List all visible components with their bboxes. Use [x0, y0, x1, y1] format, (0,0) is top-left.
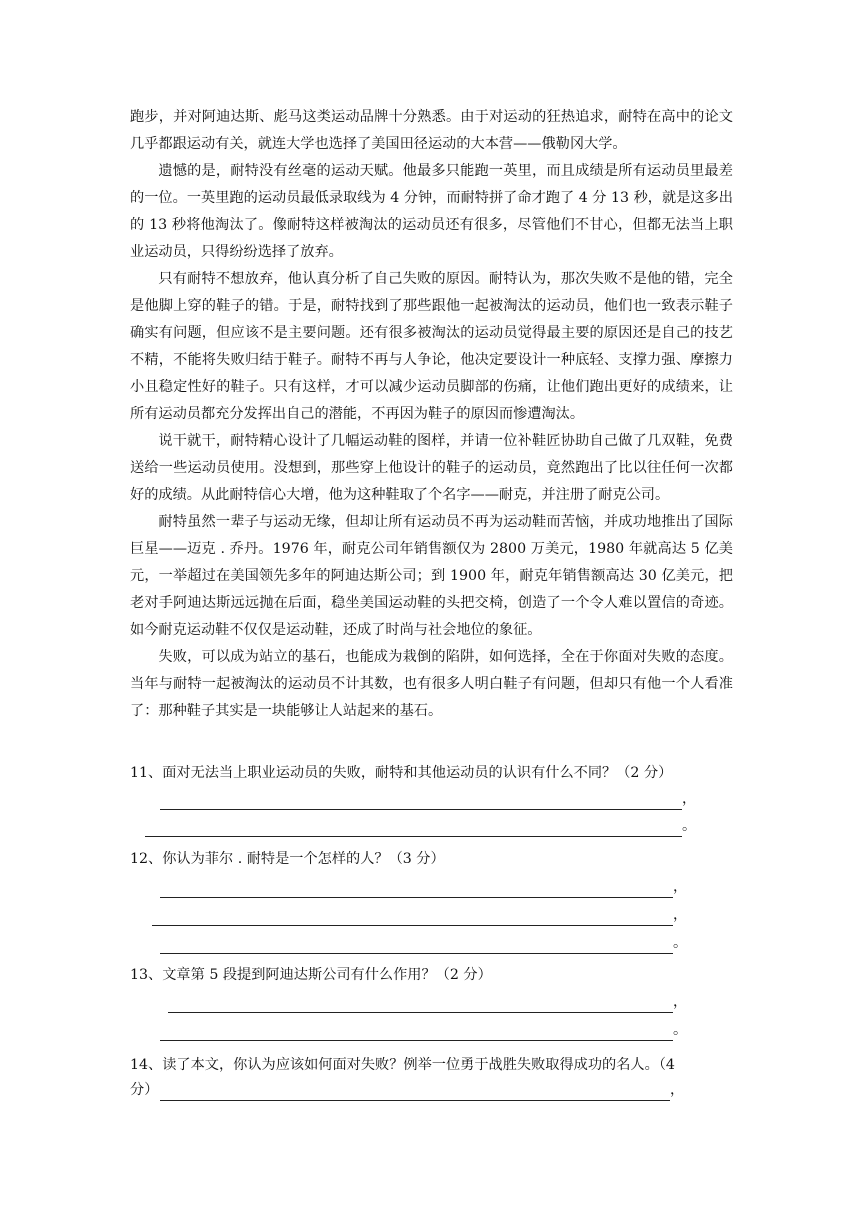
question-11: 11、面对无法当上职业运动员的失败，耐特和其他运动员的认识有什么不同？（2 分）	[130, 765, 673, 781]
reading-passage	[130, 104, 733, 725]
question-13: 13、文章第 5 段提到阿迪达斯公司有什么作用？（2 分）	[130, 967, 492, 983]
answer-line-14-1[interactable]: 分） ，	[130, 1079, 690, 1106]
answer-line-13-2[interactable]: 。	[160, 1019, 700, 1046]
question-14: 14、读了本文，你认为应该如何面对失败？例举一位勇于战胜失败取得成功的名人。（4	[130, 1057, 675, 1073]
answer-line-13-1[interactable]: ，	[168, 991, 698, 1018]
passage-paragraph: 失败，可以成为站立的基石，也能成为栽倒的陷阱，如何选择，全在于你面对失败的态度。当年与耐特一起被淘汰的运动员不计其数，也有很多人明白鞋子有问题，但却只有他一个人看准了：那种鞋子其实是一块能够让人站起来的基石。	[130, 649, 733, 719]
passage-paragraph: 遗憾的是，耐特没有丝毫的运动天赋。他最多只能跑一英里，而且成绩是所有运动员里最差的一位。一英里跑的运动员最低录取线为 4 分钟，而耐特拼了命才跑了 4 分 13 秒，就是这多出的 13 秒将他淘汰了。像耐特这样被淘汰的运动员还有很多，尽管他们不甘心，但都无法当上职业运动员，只得纷纷选择了放弃。	[130, 163, 733, 260]
passage-paragraph: 只有耐特不想放弃，他认真分析了自己失败的原因。耐特认为，那次失败不是他的错，完全是他脚上穿的鞋子的错。于是，耐特找到了那些跟他一起被淘汰的运动员，他们也一致表示鞋子确实有问题，但应该不是主要问题。还有很多被淘汰的运动员觉得最主要的原因还是自己的技艺不精，不能将失败归结于鞋子。耐特不再与人争论，他决定要设计一种底轻、支撑力强、摩擦力小且稳定性好的鞋子。只有这样，才可以减少运动员脚部的伤痛，让他们跑出更好的成绩来，让所有运动员都充分发挥出自己的潜能，不再因为鞋子的原因而惨遭淘汰。	[130, 271, 733, 422]
answer-line-11-1[interactable]: ，	[160, 788, 700, 815]
answer-line-12-2[interactable]: ，	[152, 904, 697, 931]
question-12: 12、你认为菲尔 . 耐特是一个怎样的人？（3 分）	[130, 851, 445, 867]
answer-line-11-2[interactable]: 。	[145, 815, 705, 842]
answer-line-12-1[interactable]: ，	[160, 876, 700, 903]
passage-paragraph: 说干就干，耐特精心设计了几幅运动鞋的图样，并请一位补鞋匠协助自己做了几双鞋，免费送给一些运动员使用。没想到，那些穿上他设计的鞋子的运动员，竟然跑出了比以往任何一次都好的成绩。从此耐特信心大增，他为这种鞋取了个名字——耐克，并注册了耐克公司。	[130, 433, 733, 503]
passage-paragraph: 跑步，并对阿迪达斯、彪马这类运动品牌十分熟悉。由于对运动的狂热追求，耐特在高中的论文几乎都跟运动有关，就连大学也选择了美国田径运动的大本营——俄勒冈大学。	[130, 109, 733, 152]
passage-paragraph: 耐特虽然一辈子与运动无缘，但却让所有运动员不再为运动鞋而苦恼，并成功地推出了国际巨星——迈克 . 乔丹。1976 年，耐克公司年销售额仅为 2800 万美元，1980 年就高达 5 亿美元，一举超过在美国领先多年的阿迪达斯公司；到 1900 年，耐克年销售额高达 30 亿美元，把老对手阿迪达斯远远抛在后面，稳坐美国运动鞋的头把交椅，创造了一个令人难以置信的奇迹。如今耐克运动鞋不仅仅是运动鞋，还成了时尚与社会地位的象征。	[130, 514, 733, 638]
answer-line-12-3[interactable]: 。	[160, 932, 700, 959]
question-14-score-suffix: 分）	[130, 1082, 159, 1098]
